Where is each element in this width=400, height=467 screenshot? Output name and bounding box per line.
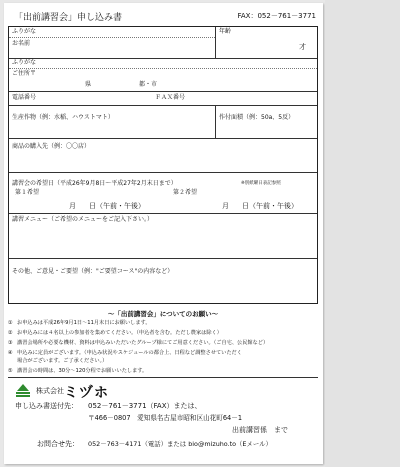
row-divider [9, 258, 317, 259]
department: 出前講習係 まで [232, 426, 288, 434]
note-item [8, 321, 151, 326]
brand-name: ミヅホ [64, 385, 109, 401]
note-number: ② [8, 330, 13, 336]
note-item [8, 351, 242, 356]
row-divider [9, 58, 317, 59]
row-divider [9, 91, 317, 92]
page-margin [325, 0, 400, 467]
inquiry-text: 052－763－4171（電話）または bio@mizuho.to（Eメール） [88, 440, 272, 448]
note-number: ④ [8, 350, 13, 356]
row-divider [9, 138, 317, 139]
apply-label: 申し込み書送付先： [15, 402, 78, 410]
prefecture-suffix: 県 [85, 81, 92, 88]
city-suffix: 都・市 [139, 81, 158, 88]
note-item [8, 369, 147, 374]
note-number: ① [8, 320, 13, 326]
name-label: お名前 [12, 40, 31, 47]
first-choice-label: 第１希望 [15, 189, 40, 196]
first-month-unit: 月 [69, 202, 76, 210]
note-text: お申込みは平成26年9月1日～11月末日にお願いします。 [17, 320, 151, 326]
note-item [8, 341, 268, 346]
age-suffix: 才 [299, 43, 306, 51]
date-preference-label: 講習会の希望日（平成26年9月8日～平成27年2月末日まで） [12, 180, 177, 187]
area-divider [215, 105, 216, 138]
fax-number: FAX：052－761－3771 [237, 12, 316, 20]
name-furigana-label: ふりがな [12, 28, 37, 35]
second-month-unit: 月 [222, 202, 229, 210]
second-day-unit: 日（午前・午後） [242, 202, 298, 210]
date-note: ※別紙曜日表記参照 [241, 181, 281, 186]
form-title: 「出前講習会」申し込み書 [14, 13, 123, 23]
note-number: ⑤ [8, 368, 13, 374]
note-text: 講習会場所や必要な機材、資料は申込みいただいたグループ様にてご用意ください。（ご自宅、公民館など） [17, 340, 269, 346]
crops-label: 生産作物（例：水稲、ハウストマト） [12, 114, 114, 121]
opinion-label: その他、ご意見・ご要望（例："ご要望コース"の内容など） [12, 268, 174, 275]
phone-label: 電話番号 [12, 94, 37, 101]
note-text: 場合がございます。ご了承ください。） [17, 358, 108, 364]
note-text: 申込みに定員がございます。（申込み状況やスケジュールの都合上、日程など調整させていただく [17, 350, 242, 356]
age-label: 年齢 [219, 28, 232, 35]
furigana-divider [9, 37, 215, 38]
row-divider [9, 105, 317, 106]
menu-label: 講習メニュー（ご希望のメニューをご記入下さい。） [12, 216, 154, 223]
age-divider [215, 27, 216, 58]
application-form [8, 26, 318, 304]
address-label: ご住所〒 [12, 70, 37, 77]
note-item [8, 359, 107, 364]
apply-fax: 052－761－3771（FAX）または、 [88, 402, 202, 410]
notes-heading: ～「出前講習会」についてのお願い～ [107, 310, 219, 318]
first-day-unit: 日（午前・午後） [89, 202, 145, 210]
form-header [8, 9, 318, 23]
address-furigana-label: ふりがな [12, 59, 37, 66]
note-number: ③ [8, 340, 13, 346]
note-item [8, 331, 222, 336]
shop-label: 商品の購入先（例：〇〇店） [12, 143, 91, 150]
area-label: 作付面積（例：50a、5反） [219, 114, 295, 121]
company-prefix: 株式会社 [36, 387, 64, 395]
second-choice-label: 第２希望 [173, 189, 198, 196]
contact-divider [8, 377, 318, 378]
note-text: お申込みには４名以上の参加者を集めてください。（申込者を含む。ただし農家は除く） [17, 330, 222, 336]
company-logo-icon [15, 384, 31, 397]
mail-address: 〒466－0807 愛知県名古屋市昭和区山花町64－1 [88, 414, 243, 422]
fax-label: ＦＡＸ番号 [155, 94, 186, 101]
row-divider [9, 213, 317, 214]
row-divider [9, 172, 317, 173]
furigana-divider [9, 68, 317, 69]
note-text: 講習会の時間は、30分～120分程でお願いいたします。 [17, 368, 148, 374]
inquiry-label: お問合せ先： [37, 440, 79, 448]
